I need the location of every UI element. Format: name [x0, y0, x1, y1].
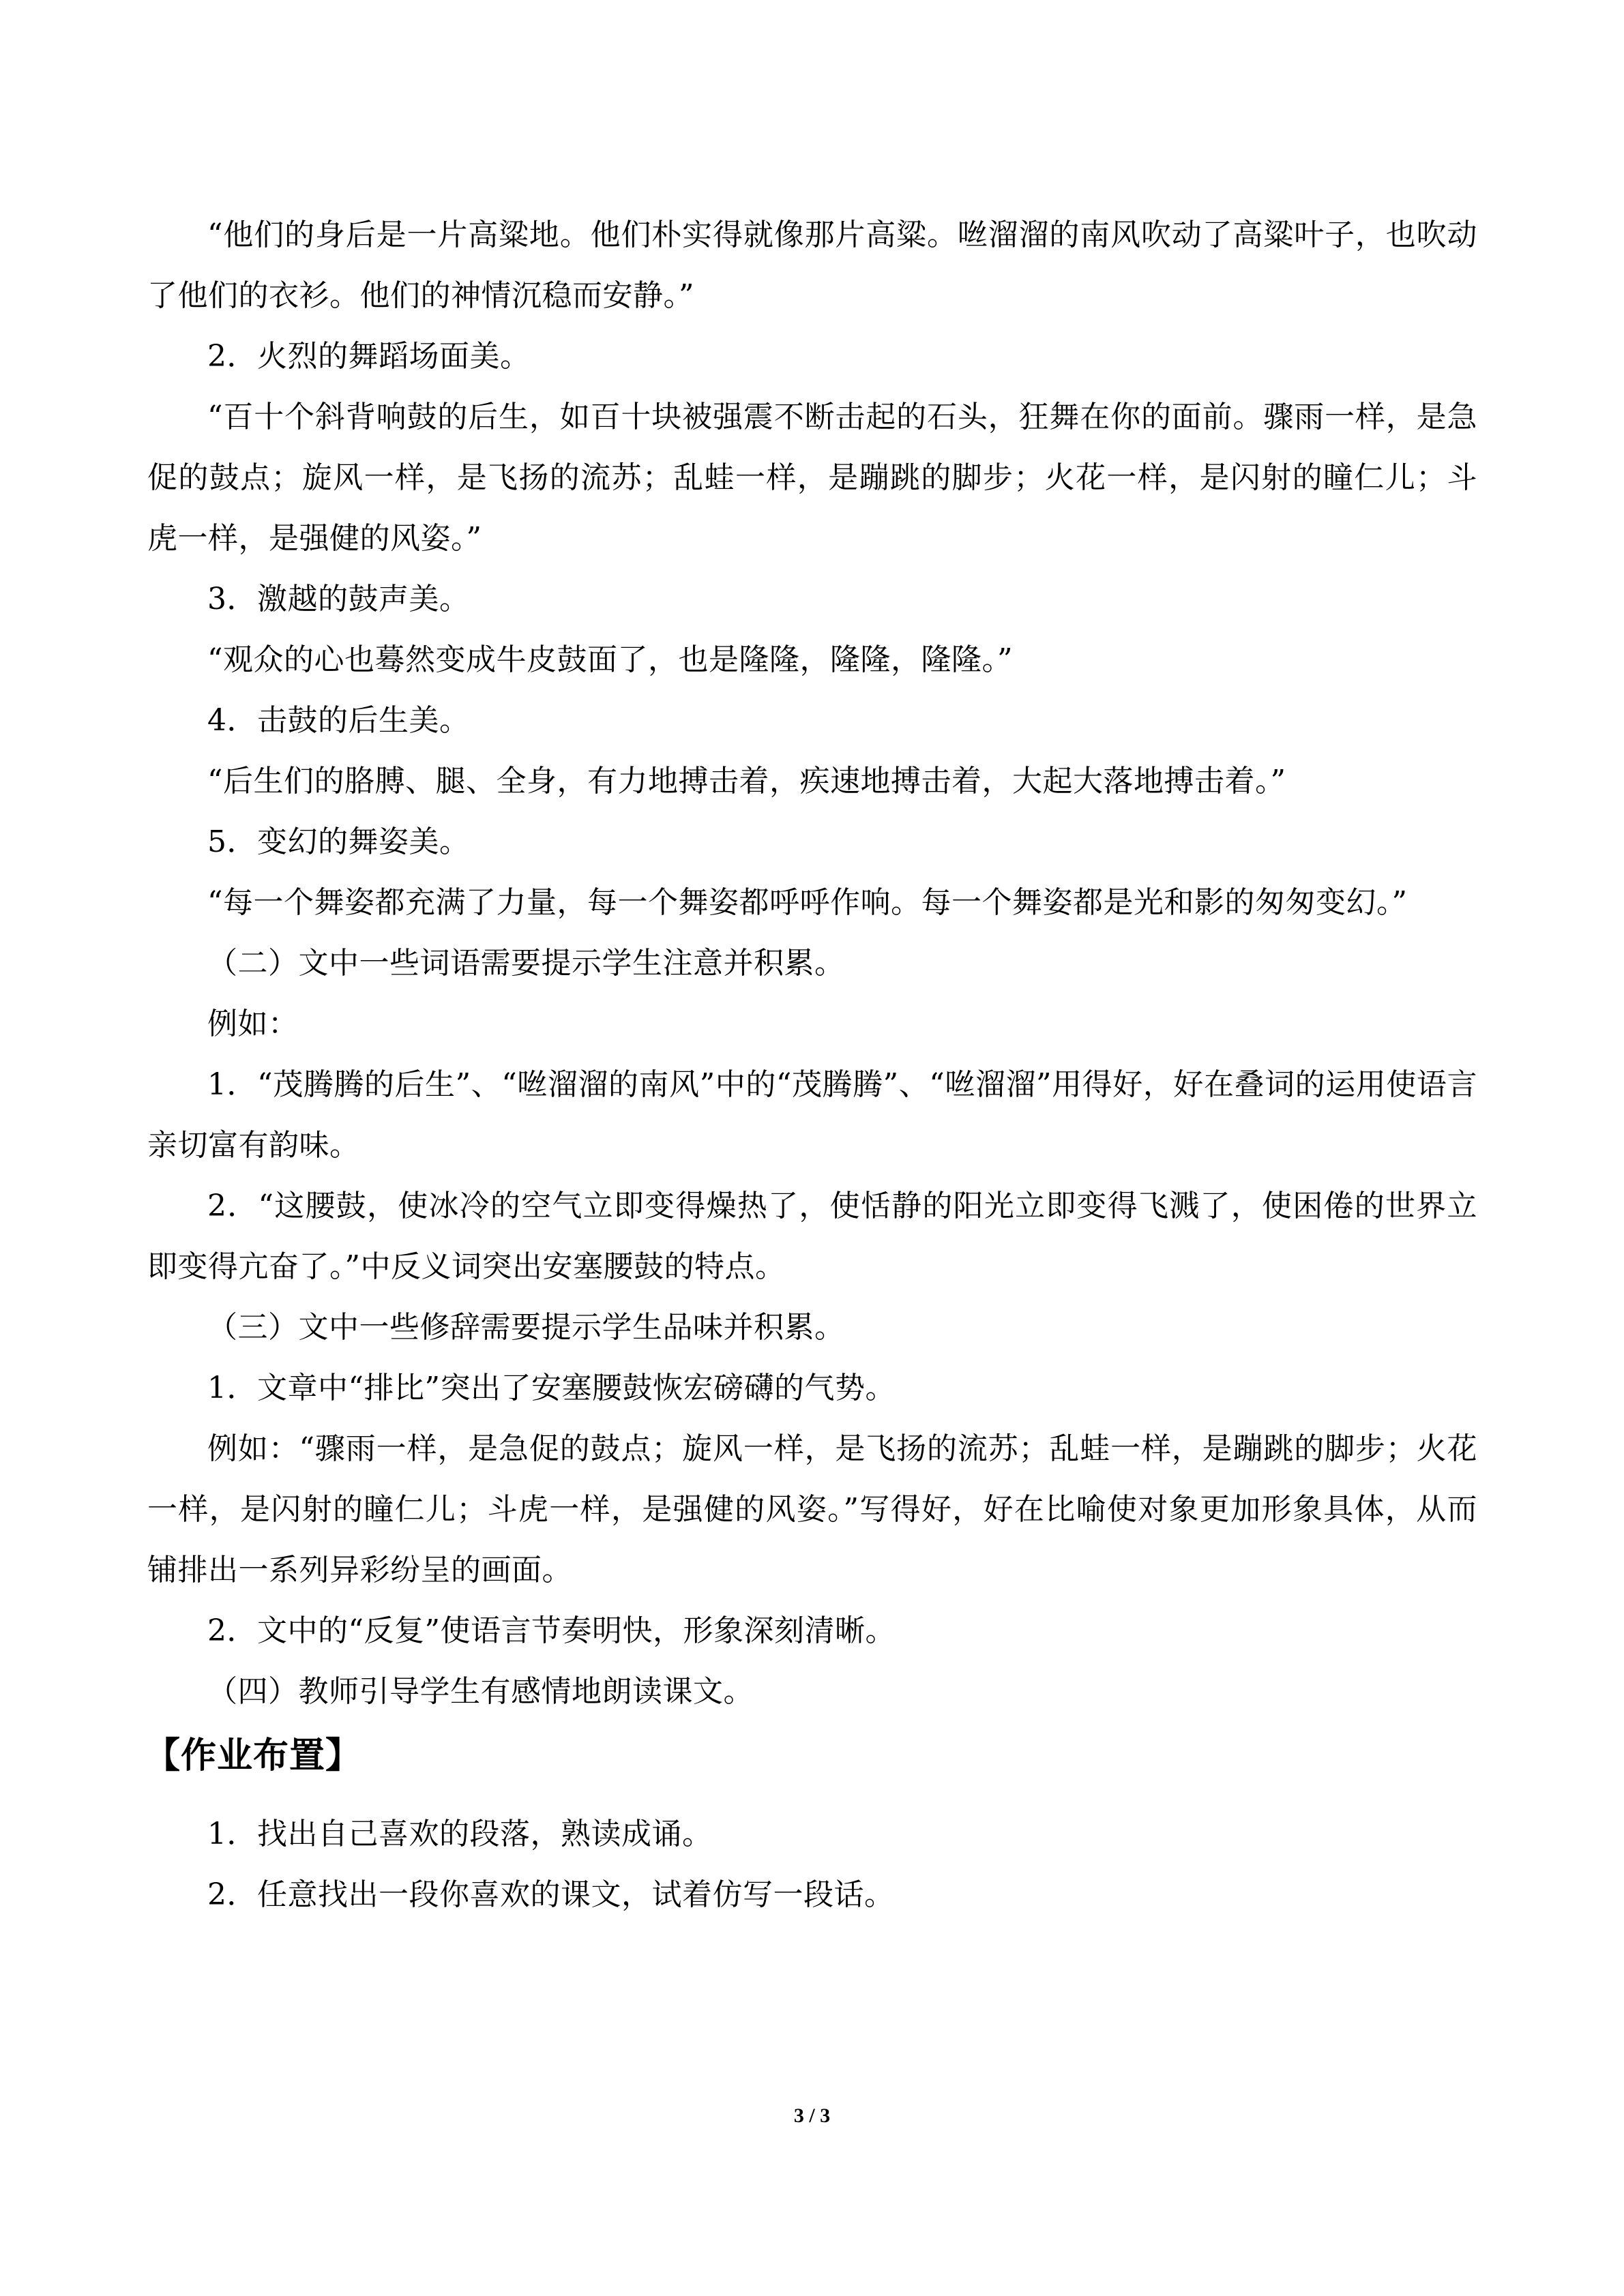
list-item-heading: 2．火烈的舞蹈场面美。 — [207, 339, 531, 374]
example-label: 例如： — [207, 1007, 299, 1041]
homework-item: 1．找出自己喜欢的段落，熟读成诵。 — [207, 1817, 713, 1851]
body-paragraph: 2．“这腰鼓，使冰冷的空气立即变得燥热了，使恬静的阳光立即变得飞溅了，使困倦的世界立即变得亢奋了。”中反义词突出安塞腰鼓的特点。 — [147, 1189, 1477, 1284]
list-item-heading: 5．变幻的舞姿美。 — [207, 824, 470, 859]
page-number: 3 / 3 — [793, 2104, 831, 2127]
body-paragraph: 例如：“骤雨一样，是急促的鼓点；旋风一样，是飞扬的流苏；乱蛙一样，是蹦跳的脚步；火花一样，是闪射的瞳仁儿；斗虎一样，是强健的风姿。”写得好，好在比喻使对象更加形象具体，从而铺排出一系列异彩纷呈的画面。 — [147, 1431, 1477, 1587]
section-heading: （二）文中一些词语需要提示学生注意并积累。 — [207, 946, 845, 981]
quote-paragraph: “观众的心也蓦然变成牛皮鼓面了，也是隆隆，隆隆，隆隆。” — [207, 642, 1013, 677]
homework-item: 2．任意找出一段你喜欢的课文，试着仿写一段话。 — [207, 1877, 895, 1912]
quote-paragraph: “每一个舞姿都充满了力量，每一个舞姿都呼呼作响。每一个舞姿都是光和影的匆匆变幻。” — [207, 885, 1408, 920]
quote-paragraph: “后生们的胳膊、腿、全身，有力地搏击着，疾速地搏击着，大起大落地搏击着。” — [207, 764, 1286, 799]
homework-heading: 【作业布置】 — [145, 1735, 362, 1776]
body-paragraph: 2．文中的“反复”使语言节奏明快，形象深刻清晰。 — [207, 1613, 896, 1648]
document-body — [147, 205, 1477, 1925]
list-item-heading: 4．击鼓的后生美。 — [207, 703, 470, 738]
section-heading: （三）文中一些修辞需要提示学生品味并积累。 — [207, 1310, 845, 1345]
body-paragraph: 1．文章中“排比”突出了安塞腰鼓恢宏磅礴的气势。 — [207, 1371, 896, 1405]
quote-paragraph: “百十个斜背响鼓的后生，如百十块被强震不断击起的石头，狂舞在你的面前。骤雨一样，是急促的鼓点；旋风一样，是飞扬的流苏；乱蛙一样，是蹦跳的脚步；火花一样，是闪射的瞳仁儿；斗虎一样，是强健的风姿。” — [147, 400, 1477, 556]
list-item-heading: 3．激越的鼓声美。 — [207, 582, 470, 616]
section-heading: （四）教师引导学生有感情地朗读课文。 — [207, 1674, 754, 1709]
quote-paragraph: “他们的身后是一片高粱地。他们朴实得就像那片高粱。咝溜溜的南风吹动了高粱叶子，也吹动了他们的衣衫。他们的神情沉稳而安静。” — [147, 218, 1477, 313]
body-paragraph: 1．“茂腾腾的后生”、“咝溜溜的南风”中的“茂腾腾”、“咝溜溜”用得好，好在叠词的运用使语言亲切富有韵味。 — [147, 1067, 1477, 1163]
